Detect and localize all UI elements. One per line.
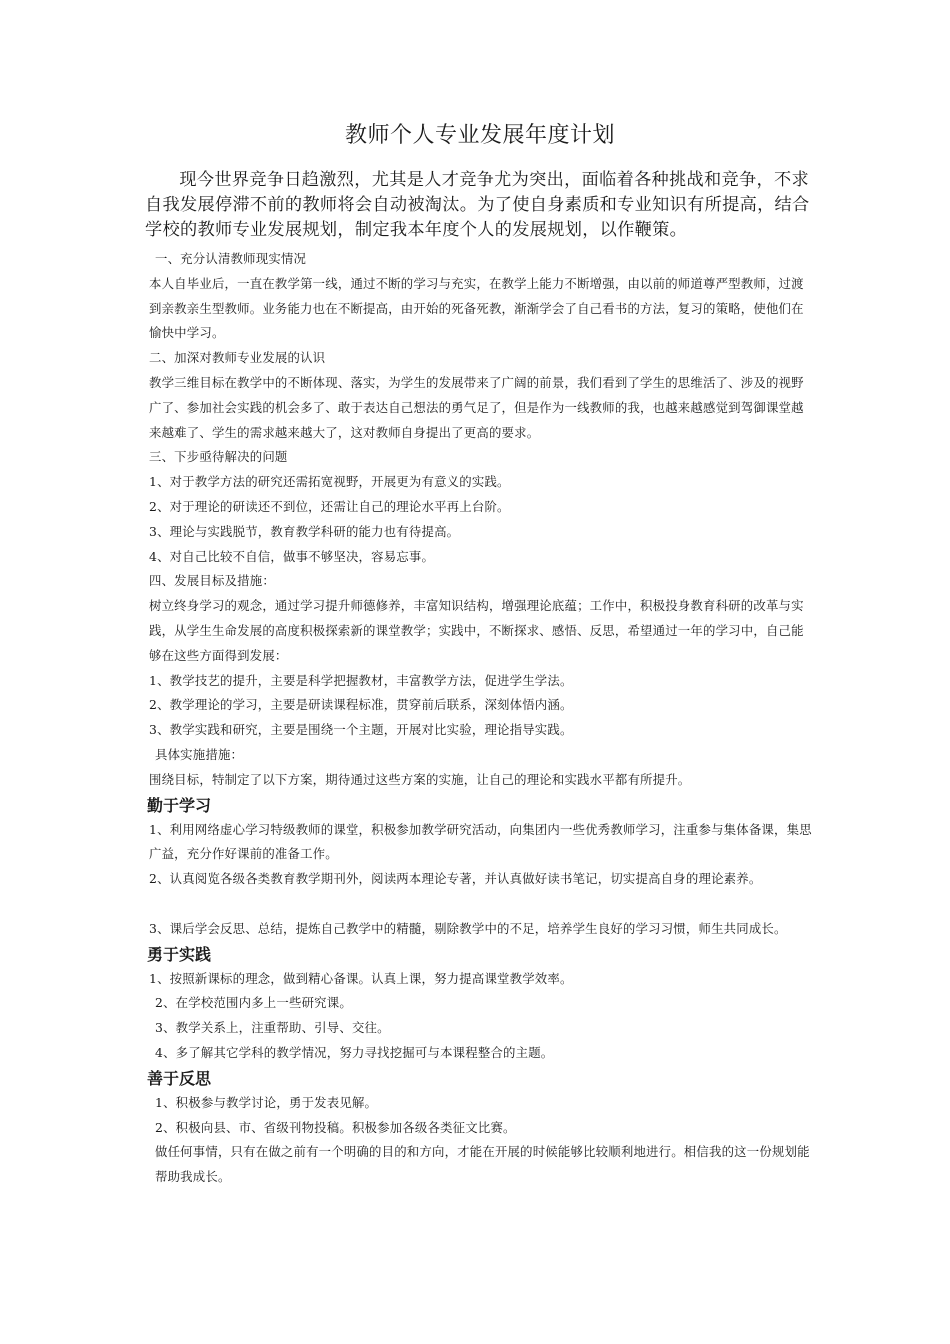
document-title: 教师个人专业发展年度计划	[344, 123, 615, 148]
practice-item: 1、按照新课标的理念，做到精心备课。认真上课，努力提高课堂教学效率。	[149, 970, 573, 986]
section-4-item: 3、教学实践和研究，主要是围绕一个主题，开展对比实验，理论指导实践。	[149, 722, 573, 738]
document-page	[145, 118, 815, 1190]
section-4-text: 树立终身学习的观念，通过学习提升师德修养，丰富知识结构，增强理论底蕴；工作中，积极投身教育科研的改革与实践，从学生生命发展的高度积极探索新的课堂教学；实践中，不断探求、感悟、反思，希望通过一年的学习中，自己能够在这些方面得到发展：	[149, 598, 804, 663]
section-3-item: 2、对于理论的研读还不到位，还需让自己的理论水平再上台阶。	[149, 498, 510, 514]
section-3-heading: 三、下步亟待解决的问题	[149, 449, 288, 465]
section-3-item: 1、对于教学方法的研究还需拓宽视野，开展更为有意义的实践。	[149, 474, 510, 490]
section-3-item: 3、理论与实践脱节，教育教学科研的能力也有待提高。	[149, 523, 460, 539]
section-4-heading: 四、发展目标及措施：	[149, 573, 275, 589]
intro-paragraph: 现今世界竞争日趋激烈，尤其是人才竞争尤为突出，面临着各种挑战和竞争，不求自我发展停滞不前的教师将会自动被淘汰。为了使自身素质和专业知识有所提高，结合学校的教师专业发展规划，制定我本年度个人的发展规划，以作鞭策。	[145, 170, 810, 240]
study-item: 2、认真阅览各级各类教育教学期刊外，阅读两本理论专著，并认真做好读书笔记，切实提高自身的理论素养。	[149, 871, 762, 887]
measures-label: 具体实施措施：	[155, 746, 244, 762]
section-3-item: 4、对自己比较不自信，做事不够坚决，容易忘事。	[149, 548, 435, 564]
practice-heading: 勇于实践	[147, 944, 212, 964]
study-item: 1、利用网络虚心学习特级教师的课堂，积极参加教学研究活动，向集团内一些优秀教师学习，注重参与集体备课，集思广益，充分作好课前的准备工作。	[149, 821, 812, 862]
measures-text: 围绕目标，特制定了以下方案，期待通过这些方案的实施，让自己的理论和实践水平都有所提升。	[149, 771, 691, 787]
study-item: 3、课后学会反思、总结，提炼自己教学中的精髓，剔除教学中的不足，培养学生良好的学习习惯，师生共同成长。	[149, 920, 787, 936]
blank-line	[145, 892, 815, 917]
study-heading: 勤于学习	[147, 795, 212, 815]
practice-item: 2、在学校范围内多上一些研究课。	[155, 995, 352, 1011]
section-4-item: 2、教学理论的学习，主要是研读课程标准，贯穿前后联系，深刻体悟内涵。	[149, 697, 573, 713]
reflect-heading: 善于反思	[147, 1068, 212, 1088]
section-2-heading: 二、加深对教师专业发展的认识	[149, 350, 326, 366]
reflect-item: 1、积极参与教学讨论，勇于发表见解。	[155, 1094, 378, 1110]
section-2-text: 教学三维目标在教学中的不断体现、落实，为学生的发展带来了广阔的前景，我们看到了学生的思维活了、涉及的视野广了、参加社会实践的机会多了、敢于表达自己想法的勇气足了，但是作为一线教师的我，也越来越感觉到驾御课堂越来越难了、学生的需求越来越大了，这对教师自身提出了更高的要求。	[149, 374, 804, 440]
practice-item: 4、多了解其它学科的教学情况，努力寻找挖掘可与本课程整合的主题。	[155, 1044, 554, 1060]
practice-item: 3、教学关系上，注重帮助、引导、交往。	[155, 1020, 390, 1036]
closing-paragraph: 做任何事情，只有在做之前有一个明确的目的和方向，才能在开展的时候能够比较顺利地进行。相信我的这一份规划能帮助我成长。	[155, 1144, 810, 1185]
section-4-item: 1、教学技艺的提升，主要是科学把握教材，丰富教学方法，促进学生学法。	[149, 672, 573, 688]
reflect-item: 2、积极向县、市、省级刊物投稿。积极参加各级各类征文比赛。	[155, 1119, 516, 1135]
section-1-text: 本人自毕业后，一直在教学第一线，通过不断的学习与充实，在教学上能力不断增强，由以前的师道尊严型教师，过渡到亲教亲生型教师。业务能力也在不断提高，由开始的死备死教，渐渐学会了自己看书的方法，复习的策略，使他们在愉快中学习。	[149, 275, 804, 341]
section-1-heading: 一、充分认清教师现实情况	[155, 251, 307, 266]
